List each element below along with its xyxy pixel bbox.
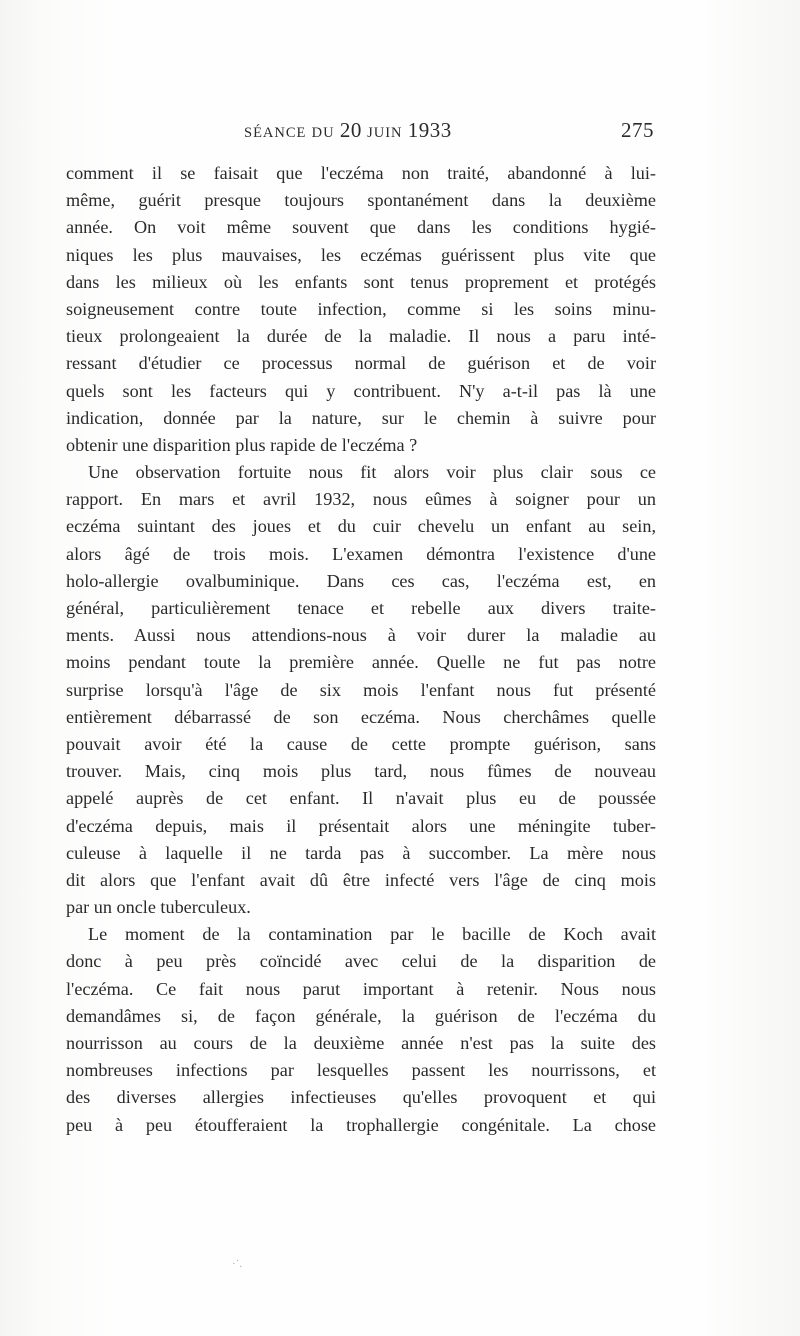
text-line: quels sont les facteurs qui y contribuent. N'y a-t-il pas là une xyxy=(66,380,656,401)
text-line: culeuse à laquelle il ne tarda pas à succomber. La mère nous xyxy=(66,842,656,863)
running-title-month: JUIN xyxy=(367,125,403,141)
text-line: l'eczéma. Ce fait nous parut important à retenir. Nous nous xyxy=(66,978,656,999)
text-line: demandâmes si, de façon générale, la guérison de l'eczéma du xyxy=(66,1005,656,1026)
text-line: ressant d'étudier ce processus normal de guérison et de voir xyxy=(66,353,656,374)
text-line: donc à peu près coïncidé avec celui de la disparition de xyxy=(66,951,656,972)
text-line: indication, donnée par la nature, sur le chemin à suivre pour xyxy=(66,407,656,428)
running-title-du: DU xyxy=(311,125,335,141)
text-line: dans les milieux où les enfants sont tenus proprement et protégés xyxy=(66,271,656,292)
text-line: peu à peu étoufferaient la trophallergie congénitale. La chose xyxy=(66,1114,656,1135)
scan-speck: ·˙. xyxy=(232,1258,243,1270)
running-title-seance: SÉANCE xyxy=(244,125,307,141)
text-line: ments. Aussi nous attendions-nous à voir durer la maladie au xyxy=(66,625,656,646)
running-title-year: 1933 xyxy=(407,118,452,142)
text-line: Une observation fortuite nous fit alors voir plus clair sous ce xyxy=(88,462,656,483)
text-line: niques les plus mauvaises, les eczémas guérissent plus vite que xyxy=(66,244,656,265)
text-line: moins pendant toute la première année. Quelle ne fut pas notre xyxy=(66,652,656,673)
running-title-day: 20 xyxy=(339,118,362,142)
text-line: holo-allergie ovalbuminique. Dans ces cas, l'eczéma est, en xyxy=(66,570,656,591)
text-line: surprise lorsqu'à l'âge de six mois l'enfant nous fut présenté xyxy=(66,679,656,700)
text-line: tieux prolongeaient la durée de la maladie. Il nous a paru inté- xyxy=(66,326,656,347)
text-line: pouvait avoir été la cause de cette prompte guérison, sans xyxy=(66,733,656,754)
text-line: eczéma suintant des joues et du cuir chevelu un enfant au sein, xyxy=(66,516,656,537)
text-line: Le moment de la contamination par le bacille de Koch avait xyxy=(88,924,656,945)
text-line: trouver. Mais, cinq mois plus tard, nous fûmes de nouveau xyxy=(66,761,656,782)
running-head xyxy=(244,118,654,146)
text-line: des diverses allergies infectieuses qu'elles provoquent et qui xyxy=(66,1087,656,1108)
running-title xyxy=(244,118,452,143)
text-line: nourrisson au cours de la deuxième année n'est pas la suite des xyxy=(66,1033,656,1053)
text-line: d'eczéma depuis, mais il présentait alors une méningite tuber- xyxy=(66,815,656,836)
page-number: 275 xyxy=(621,118,654,142)
text-line: rapport. En mars et avril 1932, nous eûmes à soigner pour un xyxy=(66,489,656,510)
text-line: dit alors que l'enfant avait dû être infecté vers l'âge de cinq mois xyxy=(66,869,656,890)
text-line: entièrement débarrassé de son eczéma. Nous cherchâmes quelle xyxy=(66,706,656,727)
text-line: nombreuses infections par lesquelles passent les nourrissons, et xyxy=(66,1060,656,1081)
text-line: général, particulièrement tenace et rebelle aux divers traite- xyxy=(66,598,656,618)
text-line: appelé auprès de cet enfant. Il n'avait plus eu de poussée xyxy=(66,788,656,809)
text-line: même, guérit presque toujours spontanément dans la deuxième xyxy=(66,190,656,211)
text-line: obtenir une disparition plus rapide de l'eczéma ? xyxy=(66,434,418,455)
text-line: par un oncle tuberculeux. xyxy=(66,897,251,918)
text-line: soigneusement contre toute infection, comme si les soins minu- xyxy=(66,298,656,319)
text-line: alors âgé de trois mois. L'examen démontra l'existence d'une xyxy=(66,543,656,564)
text-line: année. On voit même souvent que dans les conditions hygié- xyxy=(66,217,656,238)
body-text xyxy=(66,160,656,1139)
text-line: comment il se faisait que l'eczéma non traité, abandonné à lui- xyxy=(66,163,656,183)
